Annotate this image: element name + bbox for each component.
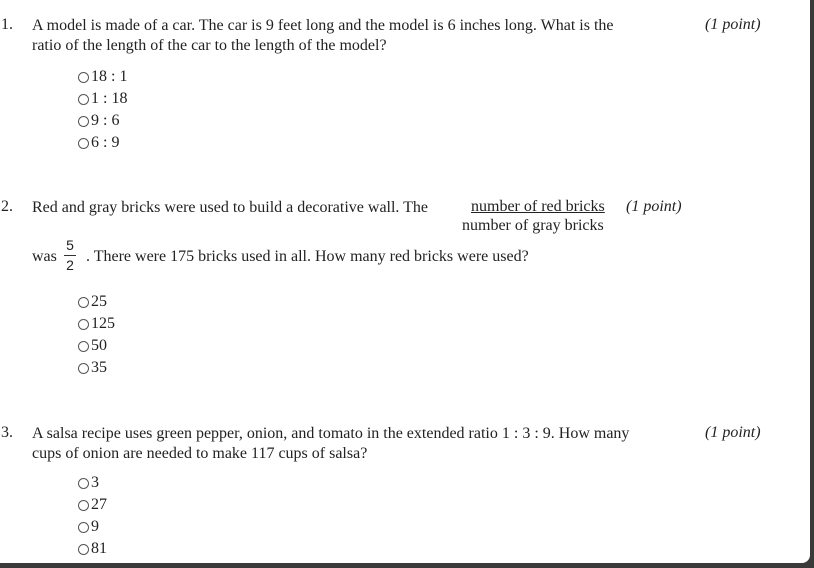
answer-options <box>78 291 115 379</box>
points-label: (1 point) <box>626 198 682 215</box>
option-label: 1 : 18 <box>91 90 128 107</box>
radio-button[interactable] <box>78 138 89 149</box>
option-label: 27 <box>91 496 107 513</box>
fraction-bar <box>64 255 76 256</box>
radio-button[interactable] <box>78 72 89 83</box>
option-label: 3 <box>91 474 99 491</box>
question-text-line: . There were 175 bricks used in all. How many red bricks were used? <box>86 248 529 265</box>
radio-button[interactable] <box>78 94 89 105</box>
answer-options <box>78 472 107 560</box>
option-label: 50 <box>91 337 107 354</box>
answer-option[interactable] <box>78 538 107 560</box>
question-text-line: A model is made of a car. The car is 9 feet long and the model is 6 inches long. What is the <box>32 17 614 34</box>
option-label: 125 <box>91 315 115 332</box>
was-label: was <box>32 248 57 265</box>
answer-option[interactable] <box>78 335 115 357</box>
radio-button[interactable] <box>78 297 89 308</box>
question-number: 1. <box>1 16 13 33</box>
points-label: (1 point) <box>705 16 761 33</box>
fraction <box>64 238 76 273</box>
answer-option[interactable] <box>78 357 115 379</box>
answer-option[interactable] <box>78 472 107 494</box>
option-label: 9 : 6 <box>91 112 120 129</box>
answer-option[interactable] <box>78 110 127 132</box>
question-number: 3. <box>1 424 13 441</box>
option-label: 25 <box>91 293 107 310</box>
radio-button[interactable] <box>78 522 89 533</box>
answer-option[interactable] <box>78 516 107 538</box>
radio-button[interactable] <box>78 500 89 511</box>
option-label: 81 <box>91 540 107 557</box>
answer-options <box>78 66 127 154</box>
question-text <box>32 424 629 464</box>
answer-option[interactable] <box>78 291 115 313</box>
radio-button[interactable] <box>78 116 89 127</box>
option-label: 18 : 1 <box>91 68 128 85</box>
question-text <box>32 16 613 56</box>
question-text <box>32 198 428 218</box>
points-label: (1 point) <box>705 424 761 441</box>
radio-button[interactable] <box>78 544 89 555</box>
radio-button[interactable] <box>78 478 89 489</box>
answer-option[interactable] <box>78 66 127 88</box>
radio-button[interactable] <box>78 363 89 374</box>
answer-option[interactable] <box>78 88 127 110</box>
option-label: 9 <box>91 518 99 535</box>
question-text-line: A salsa recipe uses green pepper, onion, and tomato in the extended ratio 1 : 3 : 9. How many <box>32 425 630 442</box>
question-text-line: cups of onion are needed to make 117 cups of salsa? <box>32 445 368 462</box>
option-label: 6 : 9 <box>91 134 120 151</box>
ratio-denominator: number of gray bricks <box>462 217 604 234</box>
radio-button[interactable] <box>78 341 89 352</box>
question-number: 2. <box>1 198 13 215</box>
radio-button[interactable] <box>78 319 89 330</box>
ratio-numerator: number of red bricks <box>471 198 605 215</box>
question-text-line: ratio of the length of the car to the length of the model? <box>32 37 387 54</box>
answer-option[interactable] <box>78 494 107 516</box>
option-label: 35 <box>91 359 107 376</box>
fraction-denominator: 2 <box>66 257 74 273</box>
answer-option[interactable] <box>78 132 127 154</box>
fraction-numerator: 5 <box>66 237 74 253</box>
question-text-line: Red and gray bricks were used to build a decorative wall. The <box>32 199 429 216</box>
answer-option[interactable] <box>78 313 115 335</box>
